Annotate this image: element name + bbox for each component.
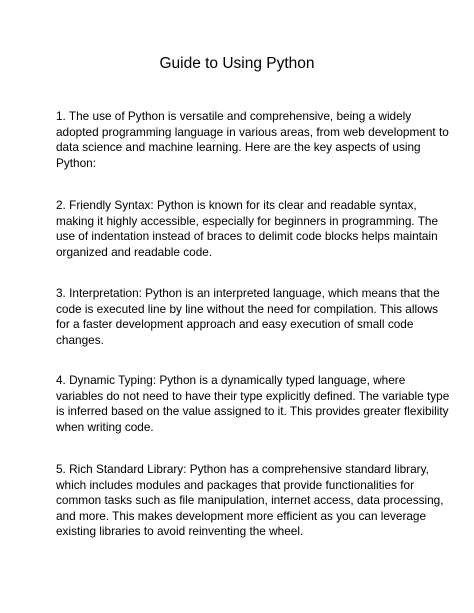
paragraph-line: 2. Friendly Syntax: Python is known for its clear and readable syntax, [56,198,417,212]
paragraph-line: 1. The use of Python is versatile and comprehensive, being a widely [56,109,412,123]
paragraph-line: 5. Rich Standard Library: Python has a comprehensive standard library, [56,462,429,476]
document-title: Guide to Using Python [159,55,315,72]
paragraph-line: is inferred based on the value assigned to it. This provides greater flexibility [56,404,449,419]
paragraph-interpretation [56,286,440,348]
paragraph-line: existing libraries to avoid reinventing the wheel. [56,524,304,539]
paragraph-line: when writing code. [56,419,154,434]
paragraph-line: changes. [56,332,104,347]
paragraph-versatility [56,109,449,171]
paragraph-line: for a faster development approach and easy execution of small code [56,317,414,332]
paragraph-line: which includes modules and packages that provide functionalities for [56,477,415,492]
paragraph-standard-library [56,462,444,540]
paragraph-line: 3. Interpretation: Python is an interpreted language, which means that the [56,286,440,300]
paragraph-line: 4. Dynamic Typing: Python is a dynamically typed language, where [56,373,406,387]
paragraph-line: Python: [56,155,97,170]
paragraph-line: code is executed line by line without the need for compilation. This allows [56,301,439,316]
paragraph-line: use of indentation instead of braces to delimit code blocks helps maintain [56,229,438,244]
paragraph-line: variables do not need to have their type explicitly defined. The variable type [56,388,450,403]
paragraph-line: and more. This makes development more efficient as you can leverage [56,508,427,523]
paragraph-line: organized and readable code. [56,244,213,259]
paragraph-line: common tasks such as file manipulation, internet access, data processing, [56,493,444,508]
paragraph-line: making it highly accessible, especially for beginners in programming. The [56,213,439,228]
paragraph-dynamic-typing [56,373,450,435]
paragraph-line: data science and machine learning. Here are the key aspects of using [56,140,421,155]
paragraph-line: adopted programming language in various areas, from web development to [56,124,449,139]
paragraph-friendly-syntax [56,198,439,260]
